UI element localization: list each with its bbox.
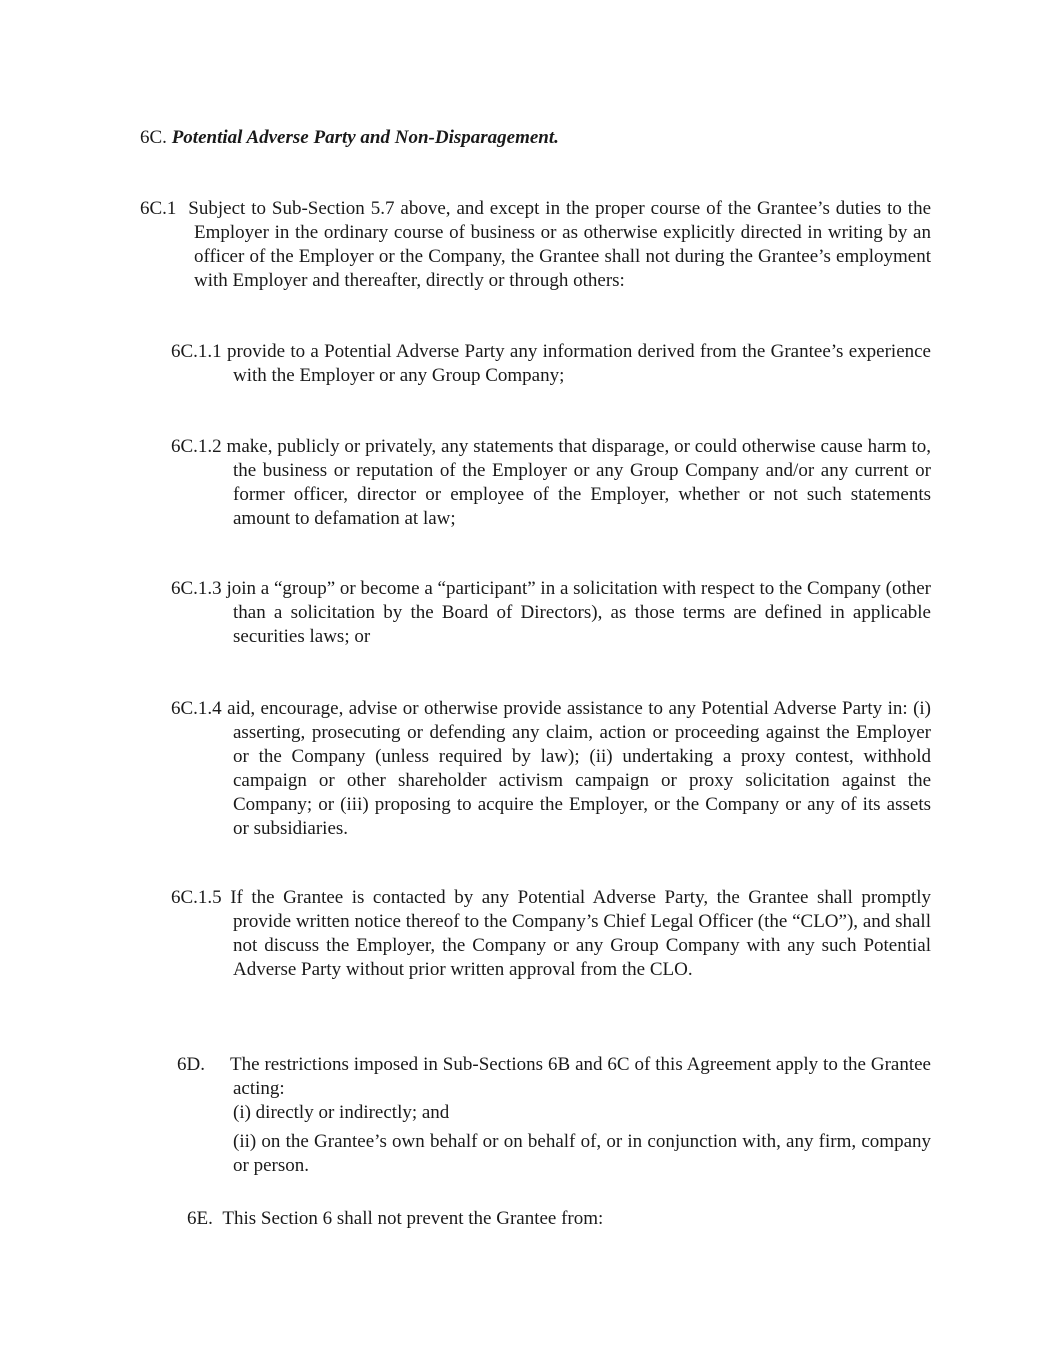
- clause-number: 6C.1.1: [171, 341, 222, 362]
- clause-6d-text: The restrictions imposed in Sub-Sections 6B and 6C of this Agreement apply to the Grantee acting:: [230, 1054, 931, 1099]
- heading-number: 6C.: [140, 127, 167, 148]
- clause-6c1-2: [171, 435, 931, 531]
- clause-text: Subject to Sub-Section 5.7 above, and except in the proper course of the Grantee’s duties to the Employer in the ordinary course of business or as otherwise explicitly directed in writing by an officer of the Employer or the Company, the Grantee shall not during the Grantee’s employment with Employer and thereafter, directly or through others:: [188, 198, 931, 291]
- clause-text: This Section 6 shall not prevent the Grantee from:: [222, 1208, 604, 1229]
- clause-text: If the Grantee is contacted by any Potential Adverse Party, the Grantee shall promptly provide written notice thereof to the Company’s Chief Legal Officer (the “CLO”), and shall not discuss the Employer, the Company or any Group Company with any such Potential Adverse Party without prior written approval from the CLO.: [230, 887, 931, 980]
- clause-text: join a “group” or become a “participant” in a solicitation with respect to the Company (other than a solicitation by the Board of Directors), as those terms are defined in applicable securities laws; or: [226, 578, 931, 647]
- clause-6c1-5: [171, 886, 931, 982]
- clause-6c1-1: [171, 340, 931, 388]
- clause-number: 6C.1.4: [171, 698, 222, 719]
- clause-number: 6C.1.2: [171, 436, 222, 457]
- clause-6c1: [140, 197, 931, 293]
- section-heading-6c: [140, 126, 940, 150]
- clause-text: provide to a Potential Adverse Party any information derived from the Grantee’s experience with the Employer or any Group Company;: [226, 341, 931, 386]
- clause-6c1-4: [171, 697, 931, 841]
- clause-number: 6C.1.3: [171, 578, 222, 599]
- clause-text: make, publicly or privately, any statements that disparage, or could otherwise cause harm to, the business or reputation of the Employer or any Group Company and/or any current or former officer, director or employee of the Employer, whether or not such statements amount to defamation at law;: [226, 436, 931, 529]
- clause-6e: [187, 1207, 931, 1231]
- clause-number: 6C.1.5: [171, 887, 222, 908]
- clause-text: aid, encourage, advise or otherwise provide assistance to any Potential Adverse Party in: (i) asserting, prosecuting or defending any claim, action or proceeding against the Employer or the Company (unless required by law); (ii) undertaking a proxy contest, withhold campaign or other shareholder activism campaign or proxy solicitation against the Company; or (iii) proposing to acquire the Employer, or the Company or any of its assets or subsidiaries.: [227, 698, 932, 839]
- clause-6d-sub-ii: (ii) on the Grantee’s own behalf or on behalf of, or in conjunction with, any firm, company or person.: [233, 1131, 931, 1176]
- clause-6c1-3: [171, 577, 931, 649]
- clause-6d-number: 6D.: [177, 1054, 205, 1075]
- heading-title: Potential Adverse Party and Non-Disparagement.: [171, 127, 559, 148]
- clause-6d-sub-i: (i) directly or indirectly; and: [233, 1102, 450, 1123]
- clause-number: 6E.: [187, 1208, 213, 1229]
- clause-number: 6C.1: [140, 198, 177, 219]
